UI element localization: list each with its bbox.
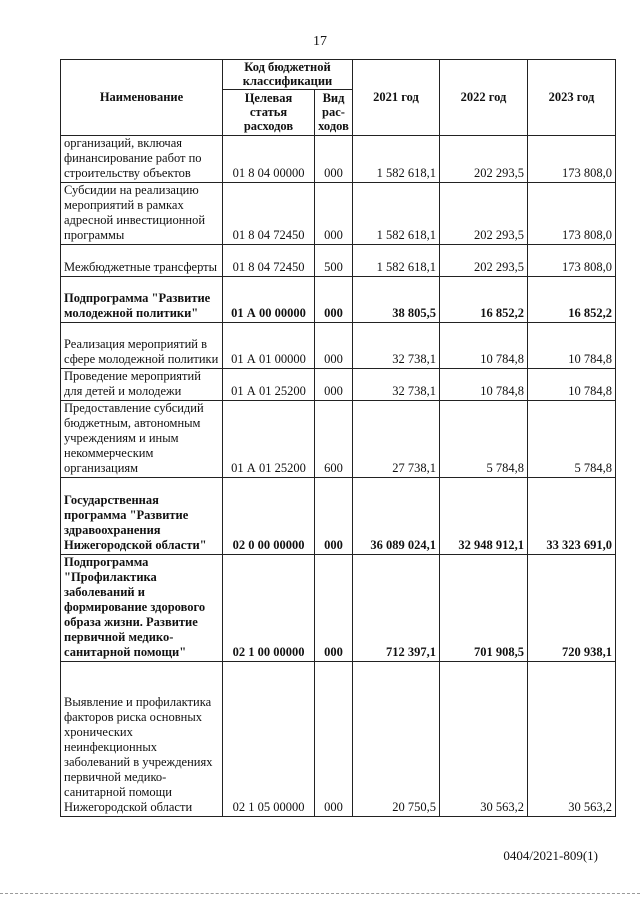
header-2022: 2022 год [440,60,528,136]
row-name: Межбюджетные трансферты [64,260,218,274]
row-name: Предоставление субсидий бюджетным, автономным учреждениям и иным некоммерческим организациям [64,401,204,475]
row-name: Реализация мероприятий в сфере молодежной политики [64,337,219,366]
table-row [61,277,616,323]
row-2023: 173 808,0 [528,183,616,245]
table-row [61,369,616,401]
row-2021: 1 582 618,1 [353,183,440,245]
row-2021: 1 582 618,1 [353,136,440,183]
row-type: 000 [315,136,353,183]
table-row [61,183,616,245]
row-2022: 30 563,2 [440,662,528,817]
row-2021: 36 089 024,1 [353,478,440,555]
row-2023: 30 563,2 [528,662,616,817]
header-name: Наименование [61,60,223,136]
row-name: Подпрограмма "Развитие молодежной политики" [64,291,211,320]
table-row [61,136,616,183]
row-target: 01 8 04 00000 [223,136,315,183]
row-2022: 202 293,5 [440,136,528,183]
table-row [61,478,616,555]
row-target: 01 А 01 25200 [223,369,315,401]
row-2022: 202 293,5 [440,183,528,245]
row-2022: 10 784,8 [440,369,528,401]
row-type: 000 [315,369,353,401]
row-2021: 32 738,1 [353,323,440,369]
table-row [61,245,616,277]
row-2022: 16 852,2 [440,277,528,323]
budget-table [60,59,616,817]
header-expense-type: Вид рас- ходов [315,90,353,136]
header-target-article: Целевая статья расходов [223,90,315,136]
row-2023: 173 808,0 [528,136,616,183]
row-type: 000 [315,183,353,245]
row-target: 01 А 00 00000 [223,277,315,323]
table-row [61,555,616,662]
row-name: Проведение мероприятий для детей и молодежи [64,369,201,398]
page-number: 17 [313,34,327,49]
table-row [61,662,616,817]
page-bottom-rule [0,893,640,894]
row-2023: 10 784,8 [528,369,616,401]
row-type: 000 [315,555,353,662]
row-target: 02 1 05 00000 [223,662,315,817]
row-2023: 33 323 691,0 [528,478,616,555]
row-target: 01 8 04 72450 [223,245,315,277]
row-type: 600 [315,401,353,478]
header-2023: 2023 год [528,60,616,136]
row-name: Подпрограмма "Профилактика заболеваний и формирование здорового образа жизни. Развитие первичной медико-санитарной помощи" [64,555,206,659]
row-type: 000 [315,662,353,817]
row-name: Выявление и профилактика факторов риска основных хронических неинфекционных заболеваний в учреждениях первичной медико-санитарной помощи Нижегородской области [64,695,213,814]
row-2021: 32 738,1 [353,369,440,401]
row-2021: 1 582 618,1 [353,245,440,277]
row-2022: 202 293,5 [440,245,528,277]
row-2022: 5 784,8 [440,401,528,478]
row-2021: 27 738,1 [353,401,440,478]
row-2021: 712 397,1 [353,555,440,662]
header-2021: 2021 год [353,60,440,136]
table-row [61,401,616,478]
row-2022: 32 948 912,1 [440,478,528,555]
row-type: 500 [315,245,353,277]
row-2022: 10 784,8 [440,323,528,369]
row-2023: 16 852,2 [528,277,616,323]
document-code: 0404/2021-809(1) [503,848,598,863]
row-2023: 5 784,8 [528,401,616,478]
row-2021: 20 750,5 [353,662,440,817]
row-2023: 173 808,0 [528,245,616,277]
row-2022: 701 908,5 [440,555,528,662]
row-type: 000 [315,323,353,369]
row-name: Субсидии на реализацию мероприятий в рамках адресной инвестиционной программы [64,183,206,242]
row-2023: 10 784,8 [528,323,616,369]
row-target: 01 А 01 00000 [223,323,315,369]
header-code-group: Код бюджетной классификации [223,60,353,90]
row-target: 02 1 00 00000 [223,555,315,662]
row-type: 000 [315,277,353,323]
row-target: 01 8 04 72450 [223,183,315,245]
row-target: 01 А 01 25200 [223,401,315,478]
row-type: 000 [315,478,353,555]
table-row [61,323,616,369]
row-2023: 720 938,1 [528,555,616,662]
row-name: организаций, включая финансирование работ по строительству объектов [64,136,202,180]
row-name: Государственная программа "Развитие здравоохранения Нижегородской области" [64,493,207,552]
row-target: 02 0 00 00000 [223,478,315,555]
row-2021: 38 805,5 [353,277,440,323]
